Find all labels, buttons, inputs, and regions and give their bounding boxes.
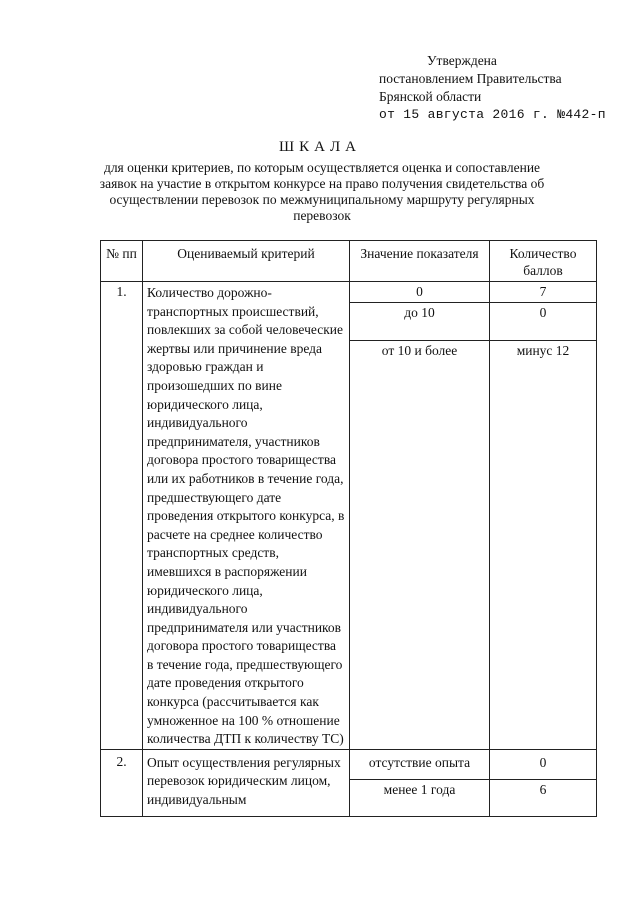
value-item: до 10: [350, 303, 489, 341]
table-header-row: [101, 241, 597, 282]
score-cell: [490, 282, 597, 750]
score-item: минус 12: [516, 343, 570, 358]
value-cell: [350, 749, 490, 816]
header-criterion: Оцениваемый критерий: [143, 241, 350, 282]
value-cell: [350, 282, 490, 750]
document-subtitle: для оценки критериев, по которым осуществляется оценка и сопоставление заявок на участие в открытом конкурсе на право получения свидетельства об осуществлении перевозок по межмуниципальному маршруту регулярных перевозок: [99, 160, 545, 223]
header-value: Значение показателя: [350, 241, 490, 282]
approval-line: Утверждена: [427, 53, 497, 68]
approval-block: [379, 52, 606, 124]
document-title: ШКАЛА: [279, 139, 361, 155]
row-number: 1.: [101, 282, 143, 750]
criteria-table: [100, 240, 597, 817]
header-score: Количество баллов: [490, 241, 597, 282]
criterion-text: Опыт осуществления регулярных перевозок юридическим лицом, индивидуальным: [143, 749, 350, 816]
table-row: [101, 282, 597, 750]
approval-line: постановлением Правительства: [379, 71, 562, 86]
score-cell: [490, 749, 597, 816]
criterion-text: Количество дорожно-транспортных происшествий, повлекших за собой человеческие жертвы или причинение вреда здоровью граждан и произошедших по вине юридического лица, индивидуального предпринимателя, участников договора простого товарищества или их работников в течение года, предшествующего дате проведения открытого конкурса, в расчете на среднее количество транспортных средств, имевшихся в распоряжении юридического лица, индивидуального предпринимателя или участников договора простого товарищества в течение года, предшествующего дате проведения открытого конкурса (рассчитывается как умноженное на 100 % отношение количества ДТП к количеству ТС): [143, 282, 350, 750]
score-item: 0: [490, 303, 596, 341]
value-item: 0: [350, 282, 489, 303]
score-item: 7: [490, 282, 596, 303]
score-item: 6: [539, 782, 547, 798]
value-item: менее 1 года: [383, 782, 456, 798]
header-num: № пп: [101, 241, 143, 282]
value-item: от 10 и более: [381, 343, 458, 358]
score-item: 0: [490, 750, 596, 780]
approval-date-line: от 15 августа 2016 г. №442-п: [379, 107, 606, 122]
value-item: отсутствие опыта: [350, 750, 489, 780]
row-number: 2.: [101, 749, 143, 816]
approval-line: Брянской области: [379, 89, 482, 104]
table-row: [101, 749, 597, 816]
